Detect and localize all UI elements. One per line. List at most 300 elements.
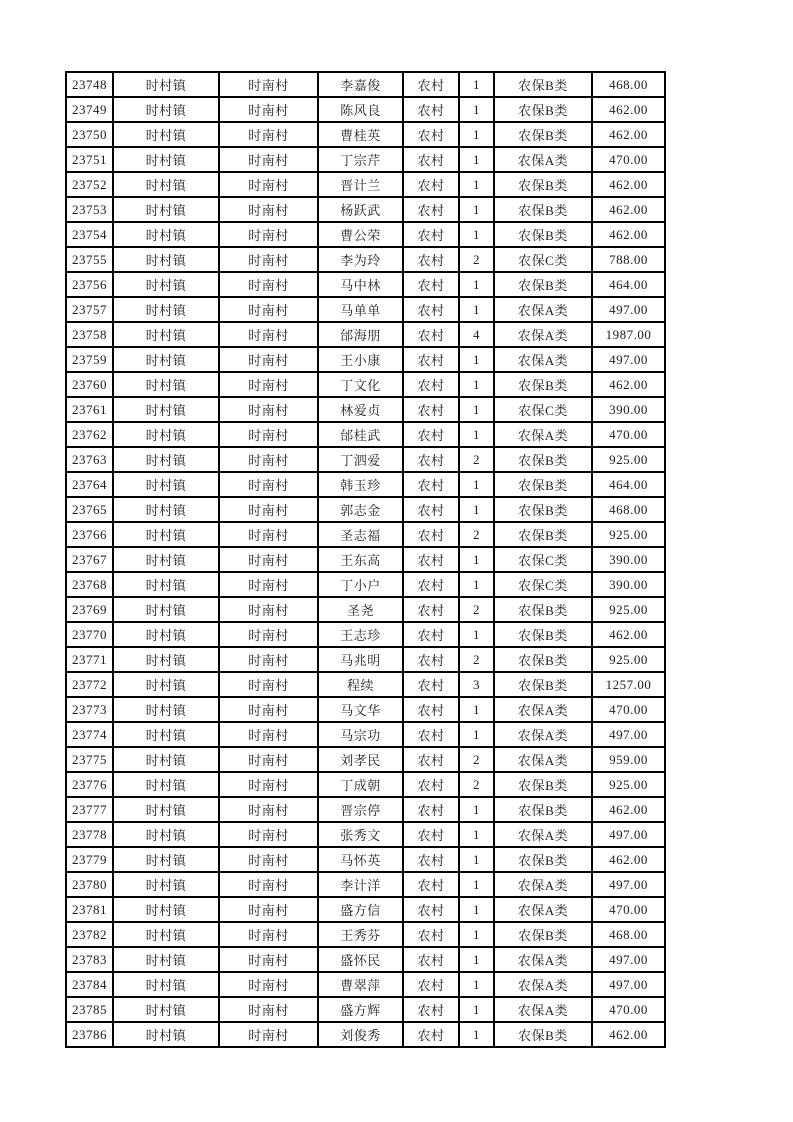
cell-amount: 925.00 xyxy=(592,772,665,797)
cell-town: 时村镇 xyxy=(113,322,219,347)
cell-person-count: 1 xyxy=(459,572,494,597)
cell-name: 丁泗爱 xyxy=(318,447,403,472)
cell-insurance-type: 农保B类 xyxy=(494,522,592,547)
cell-town: 时村镇 xyxy=(113,72,219,97)
cell-person-count: 1 xyxy=(459,172,494,197)
cell-insurance-type: 农保A类 xyxy=(494,722,592,747)
cell-category: 农村 xyxy=(403,997,459,1022)
cell-category: 农村 xyxy=(403,1022,459,1047)
cell-record-id: 23779 xyxy=(66,847,113,872)
cell-name: 晋宗停 xyxy=(318,797,403,822)
cell-town: 时村镇 xyxy=(113,997,219,1022)
cell-record-id: 23754 xyxy=(66,222,113,247)
cell-name: 圣尧 xyxy=(318,597,403,622)
cell-name: 陈风良 xyxy=(318,97,403,122)
cell-record-id: 23755 xyxy=(66,247,113,272)
table-row xyxy=(66,397,665,422)
cell-record-id: 23786 xyxy=(66,1022,113,1047)
cell-village: 时南村 xyxy=(219,472,318,497)
cell-village: 时南村 xyxy=(219,697,318,722)
table-row xyxy=(66,347,665,372)
cell-village: 时南村 xyxy=(219,647,318,672)
cell-insurance-type: 农保B类 xyxy=(494,222,592,247)
cell-name: 程续 xyxy=(318,672,403,697)
cell-person-count: 1 xyxy=(459,697,494,722)
cell-person-count: 1 xyxy=(459,872,494,897)
cell-village: 时南村 xyxy=(219,122,318,147)
cell-name: 李为玲 xyxy=(318,247,403,272)
cell-name: 杨跃武 xyxy=(318,197,403,222)
cell-person-count: 2 xyxy=(459,597,494,622)
cell-category: 农村 xyxy=(403,222,459,247)
cell-category: 农村 xyxy=(403,322,459,347)
cell-category: 农村 xyxy=(403,297,459,322)
table-row xyxy=(66,797,665,822)
cell-village: 时南村 xyxy=(219,172,318,197)
table-row xyxy=(66,497,665,522)
cell-record-id: 23752 xyxy=(66,172,113,197)
cell-category: 农村 xyxy=(403,172,459,197)
cell-amount: 464.00 xyxy=(592,472,665,497)
cell-name: 曹桂英 xyxy=(318,122,403,147)
cell-person-count: 1 xyxy=(459,122,494,147)
cell-person-count: 1 xyxy=(459,72,494,97)
cell-village: 时南村 xyxy=(219,147,318,172)
cell-village: 时南村 xyxy=(219,1022,318,1047)
table-row xyxy=(66,522,665,547)
cell-town: 时村镇 xyxy=(113,872,219,897)
cell-name: 盛怀民 xyxy=(318,947,403,972)
cell-category: 农村 xyxy=(403,947,459,972)
cell-insurance-type: 农保B类 xyxy=(494,72,592,97)
cell-name: 马兆明 xyxy=(318,647,403,672)
cell-person-count: 2 xyxy=(459,447,494,472)
cell-name: 马宗功 xyxy=(318,722,403,747)
cell-category: 农村 xyxy=(403,122,459,147)
cell-record-id: 23785 xyxy=(66,997,113,1022)
cell-amount: 468.00 xyxy=(592,72,665,97)
cell-amount: 462.00 xyxy=(592,847,665,872)
table-row xyxy=(66,222,665,247)
cell-category: 农村 xyxy=(403,72,459,97)
cell-person-count: 1 xyxy=(459,197,494,222)
cell-name: 盛方辉 xyxy=(318,997,403,1022)
cell-amount: 497.00 xyxy=(592,872,665,897)
cell-village: 时南村 xyxy=(219,72,318,97)
cell-village: 时南村 xyxy=(219,722,318,747)
cell-village: 时南村 xyxy=(219,822,318,847)
cell-category: 农村 xyxy=(403,447,459,472)
cell-record-id: 23757 xyxy=(66,297,113,322)
cell-amount: 462.00 xyxy=(592,172,665,197)
cell-record-id: 23772 xyxy=(66,672,113,697)
cell-town: 时村镇 xyxy=(113,197,219,222)
cell-amount: 1257.00 xyxy=(592,672,665,697)
table-row xyxy=(66,122,665,147)
cell-person-count: 1 xyxy=(459,372,494,397)
cell-village: 时南村 xyxy=(219,847,318,872)
cell-category: 农村 xyxy=(403,897,459,922)
cell-town: 时村镇 xyxy=(113,522,219,547)
cell-amount: 497.00 xyxy=(592,822,665,847)
cell-amount: 390.00 xyxy=(592,397,665,422)
cell-amount: 497.00 xyxy=(592,297,665,322)
cell-name: 张秀文 xyxy=(318,822,403,847)
cell-village: 时南村 xyxy=(219,247,318,272)
cell-town: 时村镇 xyxy=(113,622,219,647)
cell-town: 时村镇 xyxy=(113,572,219,597)
cell-insurance-type: 农保B类 xyxy=(494,272,592,297)
cell-person-count: 2 xyxy=(459,747,494,772)
cell-person-count: 1 xyxy=(459,997,494,1022)
cell-amount: 390.00 xyxy=(592,547,665,572)
cell-town: 时村镇 xyxy=(113,497,219,522)
cell-insurance-type: 农保A类 xyxy=(494,947,592,972)
cell-category: 农村 xyxy=(403,147,459,172)
cell-record-id: 23748 xyxy=(66,72,113,97)
cell-person-count: 2 xyxy=(459,772,494,797)
cell-amount: 390.00 xyxy=(592,572,665,597)
cell-insurance-type: 农保B类 xyxy=(494,597,592,622)
cell-amount: 462.00 xyxy=(592,622,665,647)
cell-record-id: 23764 xyxy=(66,472,113,497)
table-row xyxy=(66,197,665,222)
cell-village: 时南村 xyxy=(219,197,318,222)
cell-village: 时南村 xyxy=(219,772,318,797)
cell-record-id: 23784 xyxy=(66,972,113,997)
table-body xyxy=(66,72,665,1047)
cell-name: 邰桂武 xyxy=(318,422,403,447)
cell-town: 时村镇 xyxy=(113,697,219,722)
table-row xyxy=(66,697,665,722)
cell-insurance-type: 农保A类 xyxy=(494,872,592,897)
cell-record-id: 23767 xyxy=(66,547,113,572)
cell-category: 农村 xyxy=(403,272,459,297)
table-row xyxy=(66,772,665,797)
table-row xyxy=(66,72,665,97)
cell-record-id: 23756 xyxy=(66,272,113,297)
cell-person-count: 1 xyxy=(459,947,494,972)
table-row xyxy=(66,897,665,922)
cell-record-id: 23761 xyxy=(66,397,113,422)
table-row xyxy=(66,172,665,197)
cell-person-count: 2 xyxy=(459,247,494,272)
cell-insurance-type: 农保B类 xyxy=(494,647,592,672)
cell-record-id: 23758 xyxy=(66,322,113,347)
cell-name: 韩玉珍 xyxy=(318,472,403,497)
table-row xyxy=(66,647,665,672)
cell-insurance-type: 农保B类 xyxy=(494,1022,592,1047)
cell-category: 农村 xyxy=(403,847,459,872)
cell-name: 圣志福 xyxy=(318,522,403,547)
cell-person-count: 1 xyxy=(459,622,494,647)
cell-amount: 470.00 xyxy=(592,422,665,447)
cell-insurance-type: 农保A类 xyxy=(494,347,592,372)
cell-person-count: 1 xyxy=(459,897,494,922)
cell-insurance-type: 农保B类 xyxy=(494,497,592,522)
table-row xyxy=(66,372,665,397)
cell-category: 农村 xyxy=(403,247,459,272)
cell-record-id: 23776 xyxy=(66,772,113,797)
cell-village: 时南村 xyxy=(219,597,318,622)
cell-amount: 925.00 xyxy=(592,647,665,672)
cell-village: 时南村 xyxy=(219,372,318,397)
cell-record-id: 23749 xyxy=(66,97,113,122)
cell-insurance-type: 农保A类 xyxy=(494,747,592,772)
cell-village: 时南村 xyxy=(219,272,318,297)
cell-person-count: 1 xyxy=(459,1022,494,1047)
cell-record-id: 23781 xyxy=(66,897,113,922)
cell-town: 时村镇 xyxy=(113,272,219,297)
cell-person-count: 1 xyxy=(459,147,494,172)
cell-village: 时南村 xyxy=(219,622,318,647)
cell-amount: 462.00 xyxy=(592,122,665,147)
cell-name: 李嘉俊 xyxy=(318,72,403,97)
cell-village: 时南村 xyxy=(219,322,318,347)
cell-record-id: 23771 xyxy=(66,647,113,672)
cell-person-count: 1 xyxy=(459,547,494,572)
cell-person-count: 1 xyxy=(459,97,494,122)
cell-amount: 925.00 xyxy=(592,447,665,472)
cell-town: 时村镇 xyxy=(113,797,219,822)
cell-category: 农村 xyxy=(403,872,459,897)
cell-record-id: 23753 xyxy=(66,197,113,222)
cell-amount: 497.00 xyxy=(592,347,665,372)
cell-amount: 464.00 xyxy=(592,272,665,297)
table-row xyxy=(66,572,665,597)
cell-name: 马文华 xyxy=(318,697,403,722)
cell-town: 时村镇 xyxy=(113,447,219,472)
cell-category: 农村 xyxy=(403,197,459,222)
cell-name: 丁成朝 xyxy=(318,772,403,797)
cell-amount: 497.00 xyxy=(592,972,665,997)
table-row xyxy=(66,972,665,997)
cell-amount: 959.00 xyxy=(592,747,665,772)
cell-town: 时村镇 xyxy=(113,822,219,847)
table-row xyxy=(66,822,665,847)
cell-town: 时村镇 xyxy=(113,372,219,397)
cell-person-count: 1 xyxy=(459,922,494,947)
cell-insurance-type: 农保A类 xyxy=(494,147,592,172)
cell-name: 王志珍 xyxy=(318,622,403,647)
cell-town: 时村镇 xyxy=(113,297,219,322)
table-row xyxy=(66,472,665,497)
cell-category: 农村 xyxy=(403,472,459,497)
cell-amount: 462.00 xyxy=(592,97,665,122)
cell-amount: 788.00 xyxy=(592,247,665,272)
cell-town: 时村镇 xyxy=(113,747,219,772)
cell-category: 农村 xyxy=(403,647,459,672)
cell-insurance-type: 农保B类 xyxy=(494,672,592,697)
cell-category: 农村 xyxy=(403,922,459,947)
cell-record-id: 23783 xyxy=(66,947,113,972)
cell-name: 马中林 xyxy=(318,272,403,297)
table-row xyxy=(66,322,665,347)
cell-village: 时南村 xyxy=(219,747,318,772)
table-row xyxy=(66,597,665,622)
table-row xyxy=(66,847,665,872)
cell-village: 时南村 xyxy=(219,897,318,922)
cell-insurance-type: 农保A类 xyxy=(494,297,592,322)
cell-town: 时村镇 xyxy=(113,247,219,272)
table-row xyxy=(66,997,665,1022)
cell-person-count: 1 xyxy=(459,972,494,997)
cell-name: 郭志金 xyxy=(318,497,403,522)
cell-town: 时村镇 xyxy=(113,722,219,747)
table-row xyxy=(66,922,665,947)
cell-insurance-type: 农保A类 xyxy=(494,822,592,847)
cell-person-count: 1 xyxy=(459,797,494,822)
cell-town: 时村镇 xyxy=(113,472,219,497)
cell-amount: 925.00 xyxy=(592,522,665,547)
cell-name: 曹公荣 xyxy=(318,222,403,247)
cell-person-count: 1 xyxy=(459,422,494,447)
cell-town: 时村镇 xyxy=(113,647,219,672)
cell-record-id: 23751 xyxy=(66,147,113,172)
cell-town: 时村镇 xyxy=(113,222,219,247)
cell-town: 时村镇 xyxy=(113,672,219,697)
cell-insurance-type: 农保B类 xyxy=(494,122,592,147)
cell-record-id: 23782 xyxy=(66,922,113,947)
cell-person-count: 1 xyxy=(459,222,494,247)
table-row xyxy=(66,422,665,447)
cell-category: 农村 xyxy=(403,422,459,447)
cell-category: 农村 xyxy=(403,622,459,647)
cell-insurance-type: 农保C类 xyxy=(494,547,592,572)
cell-name: 丁小户 xyxy=(318,572,403,597)
cell-category: 农村 xyxy=(403,972,459,997)
table-row xyxy=(66,747,665,772)
cell-category: 农村 xyxy=(403,822,459,847)
cell-insurance-type: 农保A类 xyxy=(494,997,592,1022)
cell-record-id: 23770 xyxy=(66,622,113,647)
cell-category: 农村 xyxy=(403,697,459,722)
cell-record-id: 23778 xyxy=(66,822,113,847)
cell-town: 时村镇 xyxy=(113,397,219,422)
cell-category: 农村 xyxy=(403,547,459,572)
cell-amount: 470.00 xyxy=(592,147,665,172)
cell-town: 时村镇 xyxy=(113,847,219,872)
table-row xyxy=(66,297,665,322)
table-row xyxy=(66,97,665,122)
cell-name: 晋计兰 xyxy=(318,172,403,197)
cell-insurance-type: 农保A类 xyxy=(494,897,592,922)
cell-person-count: 4 xyxy=(459,322,494,347)
cell-amount: 497.00 xyxy=(592,722,665,747)
cell-town: 时村镇 xyxy=(113,897,219,922)
cell-town: 时村镇 xyxy=(113,972,219,997)
cell-category: 农村 xyxy=(403,397,459,422)
cell-insurance-type: 农保B类 xyxy=(494,922,592,947)
cell-record-id: 23766 xyxy=(66,522,113,547)
cell-insurance-type: 农保B类 xyxy=(494,447,592,472)
cell-category: 农村 xyxy=(403,372,459,397)
cell-name: 丁宗芹 xyxy=(318,147,403,172)
cell-category: 农村 xyxy=(403,747,459,772)
cell-record-id: 23769 xyxy=(66,597,113,622)
cell-person-count: 1 xyxy=(459,722,494,747)
cell-village: 时南村 xyxy=(219,397,318,422)
cell-person-count: 1 xyxy=(459,822,494,847)
cell-insurance-type: 农保B类 xyxy=(494,472,592,497)
table-row xyxy=(66,447,665,472)
cell-insurance-type: 农保C类 xyxy=(494,247,592,272)
cell-village: 时南村 xyxy=(219,872,318,897)
cell-amount: 925.00 xyxy=(592,597,665,622)
cell-person-count: 1 xyxy=(459,347,494,372)
cell-village: 时南村 xyxy=(219,572,318,597)
cell-village: 时南村 xyxy=(219,972,318,997)
cell-insurance-type: 农保C类 xyxy=(494,572,592,597)
cell-town: 时村镇 xyxy=(113,922,219,947)
cell-insurance-type: 农保B类 xyxy=(494,772,592,797)
cell-person-count: 2 xyxy=(459,522,494,547)
cell-village: 时南村 xyxy=(219,672,318,697)
cell-town: 时村镇 xyxy=(113,172,219,197)
cell-record-id: 23750 xyxy=(66,122,113,147)
cell-category: 农村 xyxy=(403,672,459,697)
cell-category: 农村 xyxy=(403,497,459,522)
cell-name: 王东高 xyxy=(318,547,403,572)
cell-amount: 470.00 xyxy=(592,997,665,1022)
cell-village: 时南村 xyxy=(219,497,318,522)
cell-village: 时南村 xyxy=(219,222,318,247)
cell-record-id: 23777 xyxy=(66,797,113,822)
cell-town: 时村镇 xyxy=(113,97,219,122)
cell-name: 马单单 xyxy=(318,297,403,322)
cell-record-id: 23762 xyxy=(66,422,113,447)
cell-person-count: 3 xyxy=(459,672,494,697)
cell-insurance-type: 农保A类 xyxy=(494,972,592,997)
cell-person-count: 1 xyxy=(459,497,494,522)
cell-amount: 468.00 xyxy=(592,922,665,947)
table-row xyxy=(66,147,665,172)
cell-name: 丁文化 xyxy=(318,372,403,397)
cell-village: 时南村 xyxy=(219,947,318,972)
cell-village: 时南村 xyxy=(219,997,318,1022)
cell-town: 时村镇 xyxy=(113,1022,219,1047)
cell-name: 刘俊秀 xyxy=(318,1022,403,1047)
cell-insurance-type: 农保B类 xyxy=(494,197,592,222)
cell-town: 时村镇 xyxy=(113,597,219,622)
cell-record-id: 23773 xyxy=(66,697,113,722)
cell-name: 马怀英 xyxy=(318,847,403,872)
cell-category: 农村 xyxy=(403,347,459,372)
cell-village: 时南村 xyxy=(219,922,318,947)
cell-amount: 470.00 xyxy=(592,897,665,922)
cell-village: 时南村 xyxy=(219,447,318,472)
cell-person-count: 1 xyxy=(459,297,494,322)
cell-name: 王小康 xyxy=(318,347,403,372)
cell-name: 曹翠萍 xyxy=(318,972,403,997)
cell-category: 农村 xyxy=(403,522,459,547)
cell-category: 农村 xyxy=(403,597,459,622)
table-row xyxy=(66,1022,665,1047)
cell-insurance-type: 农保B类 xyxy=(494,97,592,122)
cell-record-id: 23774 xyxy=(66,722,113,747)
table-row xyxy=(66,272,665,297)
cell-name: 邰海朋 xyxy=(318,322,403,347)
cell-amount: 462.00 xyxy=(592,372,665,397)
cell-insurance-type: 农保B类 xyxy=(494,372,592,397)
cell-insurance-type: 农保C类 xyxy=(494,397,592,422)
cell-town: 时村镇 xyxy=(113,122,219,147)
cell-record-id: 23763 xyxy=(66,447,113,472)
cell-town: 时村镇 xyxy=(113,947,219,972)
cell-category: 农村 xyxy=(403,772,459,797)
cell-amount: 470.00 xyxy=(592,697,665,722)
cell-record-id: 23775 xyxy=(66,747,113,772)
